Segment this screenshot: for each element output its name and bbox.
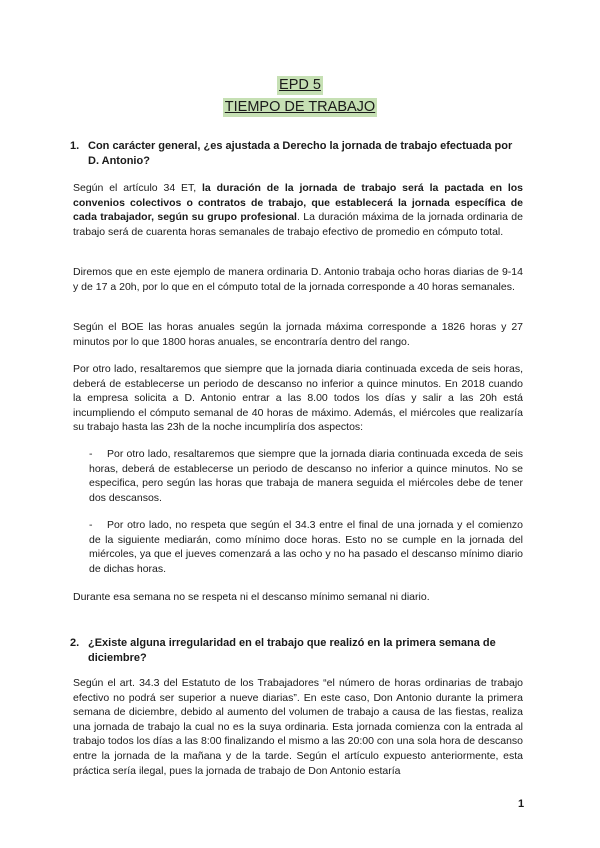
list-dash: - — [89, 448, 93, 460]
paragraph-3: Según el BOE las horas anuales según la jornada máxima corresponde a 1826 horas y 27 minutos por lo que 1800 horas anuales, se encontraría dentro del rango. — [73, 321, 523, 348]
paragraph-5: Durante esa semana no se respeta ni el descanso mínimo semanal ni diario. — [73, 591, 430, 603]
paragraph-4: Por otro lado, resaltaremos que siempre que la jornada diaria continuada exceda de seis horas, deberá de establecerse un periodo de descanso no inferior a quince minutos. En 2018 cuando la empresa solicita a D. Antonio entrar a las 8.00 todos los días y salir a las 20h está incumpliendo el cómputo semanal de 40 horas de máximo. Además, el miércoles que realizaría su trabajo hasta las 23h de la noche incumpliría dos aspectos: — [73, 363, 523, 434]
paragraph-1-bold: la duración de la jornada de trabajo será la pactada en los convenios colectivos o contratos de trabajo, que establecerá la jornada específica de cada trabajador, según su grupo profesional — [73, 182, 523, 224]
paragraph-2: Diremos que en este ejemplo de manera ordinaria D. Antonio trabaja ocho horas diarias de 9-14 y de 17 a 20h, por lo que en el cómputo total de la jornada corresponde a 40 horas semanales. — [73, 266, 523, 293]
list-dash: - — [89, 519, 93, 531]
question-1-text: Con carácter general, ¿es ajustada a Derecho la jornada de trabajo efectuada por D. Antonio? — [88, 140, 513, 167]
list-item — [89, 447, 523, 505]
paragraph-6: Según el art. 34.3 del Estatuto de los Trabajadores “el número de horas ordinarias de trabajo efectivo no podrá ser superior a nueve diarias”. En este caso, Don Antonio durante la primera semana de diciembre, debido al aumento del volumen de trabajo a causa de las fiestas, realiza una jornada de trabajo la cual no es la suya ordinaria. Esta jornada comienza con la entrada al trabajo todos los días a las 8:00 finalizando el mismo a las 20:00 con una sola hora de descanso entre la jornada de la mañana y de la tarde. Según el artículo expuesto anteriormente, esta práctica sería ilegal, pues la jornada de trabajo de Don Antonio estaría — [73, 677, 523, 777]
list-item — [89, 518, 523, 576]
title-block — [0, 76, 600, 120]
paragraph-1-intro: Según el artículo 34 ET, — [73, 182, 203, 194]
page-number: 1 — [518, 798, 525, 810]
list-item-text: Por otro lado, no respeta que según el 34.3 entre el final de una jornada y el comienzo de la siguiente mediarán, como mínimo doce horas. Esto no se cumple en la jornada del miércoles, ya que el jueves comenzará a las ocho y no ha pasado el descanso mínimo diario de dichas horas. — [89, 519, 523, 575]
paragraph-1 — [73, 181, 523, 239]
paragraph-1-rest: . La duración máxima de la jornada ordinaria de trabajo será de cuarenta horas semanales de trabajo efectivo de promedio en cómputo total. — [73, 211, 523, 238]
question-2 — [70, 636, 520, 666]
question-2-text: ¿Existe alguna irregularidad en el trabajo que realizó en la primera semana de diciembre? — [88, 637, 496, 664]
document-title: EPD 5 — [279, 77, 321, 93]
question-2-number: 2. — [70, 637, 80, 649]
document-subtitle: TIEMPO DE TRABAJO — [224, 99, 376, 115]
list-item-text: Por otro lado, resaltaremos que siempre que la jornada diaria continuada exceda de seis horas, deberá de establecerse un periodo de descanso no inferior a quince minutos. No se especifica, pero según las horas que trabaja de manera seguida el miércoles debe de tener dos descansos. — [89, 448, 523, 504]
question-1 — [70, 139, 520, 169]
question-1-number: 1. — [70, 140, 80, 152]
